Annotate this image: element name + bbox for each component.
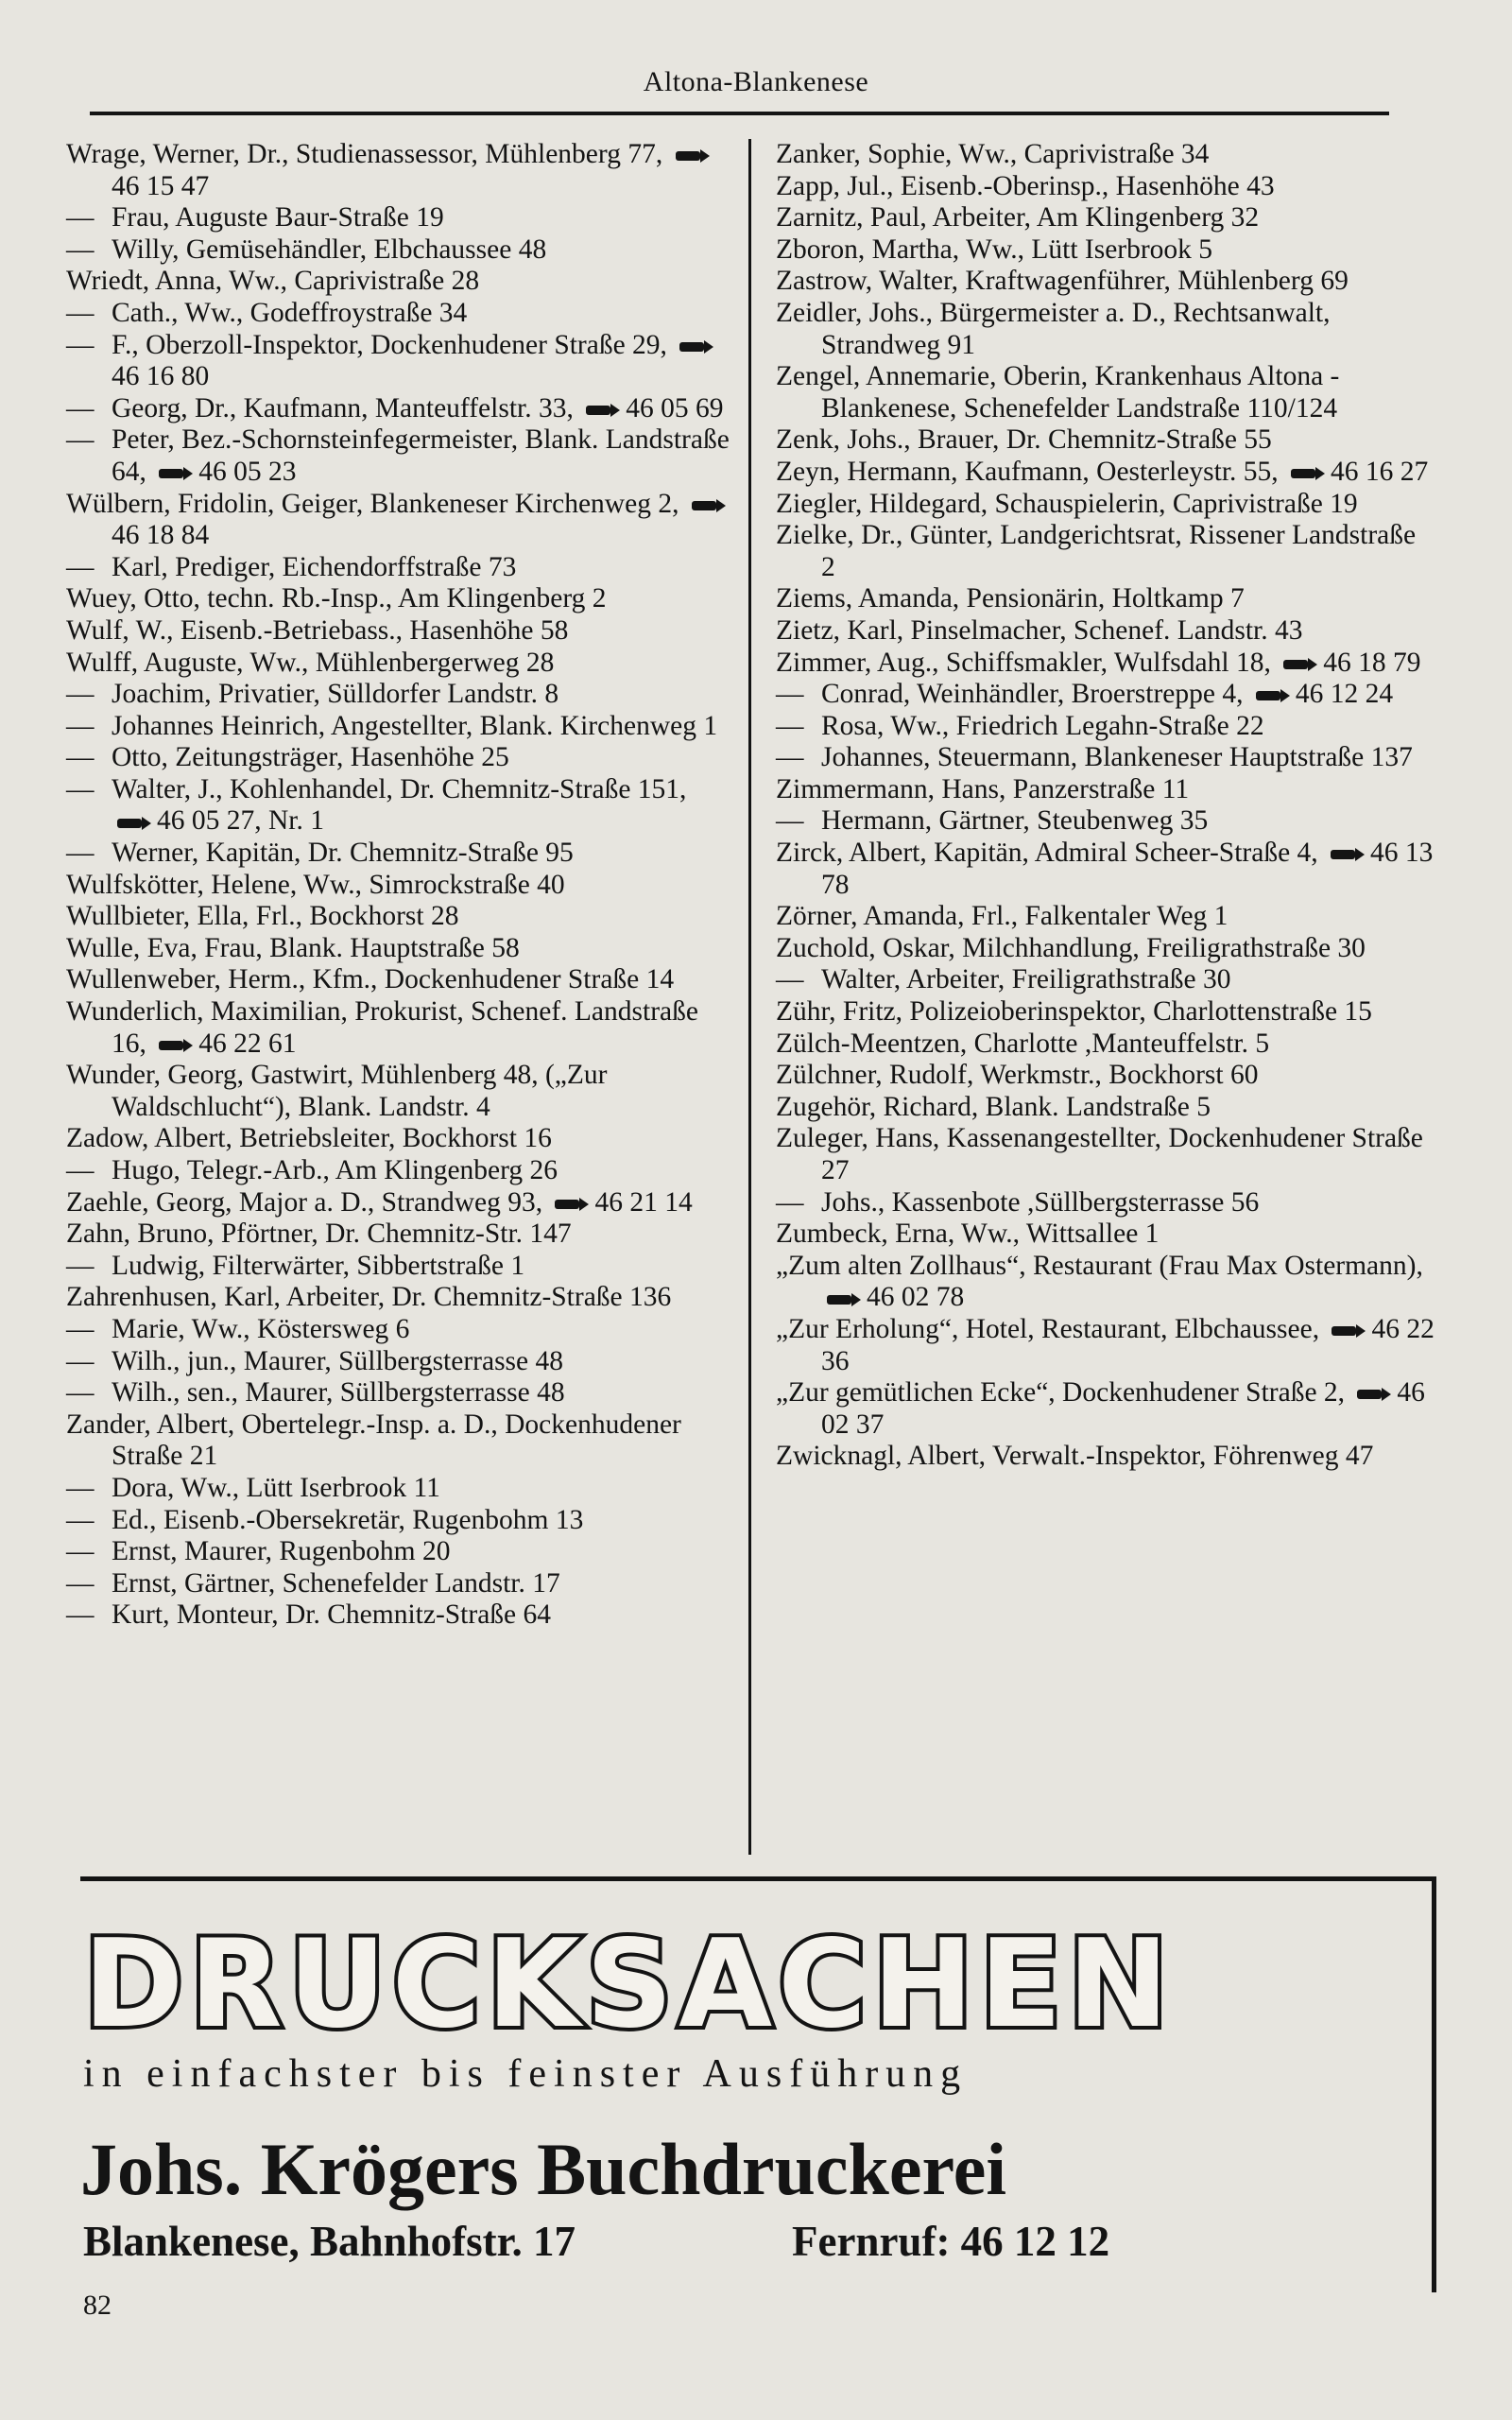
directory-entry (66, 1536, 737, 1568)
entry-text: Wunderlich, Maximilian, Prokurist, Schenef. Landstraße 16, (66, 996, 698, 1059)
directory-entry (66, 330, 737, 393)
directory-entry (776, 901, 1436, 933)
entry-text: Peter, Bez.-Schornsteinfegermeister, Blank. Landstraße 64, (112, 424, 730, 487)
entry-text: Zühr, Fritz, Polizeioberinspektor, Charlottenstraße 15 (776, 996, 1372, 1028)
continuation-dash: — (776, 964, 804, 995)
entry-phone-number: 46 12 24 (1295, 679, 1394, 710)
entry-text: „Zur Erholung“, Hotel, Restaurant, Elbchaussee, (776, 1313, 1320, 1344)
continuation-dash: — (66, 1313, 94, 1344)
telephone-hand-icon (584, 403, 620, 418)
entry-phone-number: 46 02 78 (867, 1282, 965, 1313)
entry-text: Wullbieter, Ella, Frl., Bockhorst 28 (66, 901, 459, 932)
directory-entry (66, 679, 737, 711)
continuation-dash: — (66, 202, 94, 233)
entry-text: Wilh., sen., Maurer, Süllbergsterrasse 48 (112, 1377, 565, 1409)
entry-phone-number: 46 18 79 (1323, 647, 1421, 678)
entry-phone-number: 46 05 23 (198, 456, 297, 487)
directory-entry (776, 742, 1436, 774)
directory-entry (66, 298, 737, 330)
directory-entry (776, 711, 1436, 743)
directory-entry (776, 996, 1436, 1028)
left-column (66, 139, 751, 1855)
entry-text: Wulff, Auguste, Ww., Mühlenbergerweg 28 (66, 647, 555, 678)
entry-text: Zastrow, Walter, Kraftwagenführer, Mühlenberg 69 (776, 266, 1349, 297)
continuation-dash: — (776, 710, 804, 741)
directory-entry (66, 1473, 737, 1505)
directory-entry (66, 1187, 737, 1219)
entry-text: Zuchold, Oskar, Milchhandlung, Freiligrathstraße 30 (776, 932, 1366, 963)
directory-entry (66, 583, 737, 615)
continuation-dash: — (776, 1186, 804, 1218)
directory-entry (66, 774, 737, 838)
directory-entry (776, 805, 1436, 838)
continuation-dash: — (66, 1472, 94, 1503)
entry-phone-number: 46 16 80 (112, 361, 210, 392)
entry-text: Zanker, Sophie, Ww., Caprivistraße 34 (776, 139, 1210, 169)
entry-text: Marie, Ww., Köstersweg 6 (112, 1313, 410, 1344)
entry-text: „Zur gemütlichen Ecke“, Dockenhudener Straße 2, (776, 1377, 1346, 1409)
directory-entry (776, 234, 1436, 267)
entry-text: Cath., Ww., Godeffroystraße 34 (112, 297, 468, 328)
directory-entry (66, 1155, 737, 1187)
right-column (751, 139, 1436, 1855)
directory-entry (66, 489, 737, 552)
telephone-hand-icon (1330, 1323, 1366, 1339)
directory-entry (66, 393, 737, 425)
directory-entry (776, 202, 1436, 234)
entry-text: Ed., Eisenb.-Obersekretär, Rugenbohm 13 (112, 1504, 584, 1535)
entry-text: Dora, Ww., Lütt Iserbrook 11 (112, 1472, 440, 1503)
directory-entry (66, 266, 737, 298)
entry-text: Hermann, Gärtner, Steubenweg 35 (821, 805, 1209, 837)
entry-text: Wilh., jun., Maurer, Süllbergsterrasse 48 (112, 1345, 564, 1376)
entry-text: Zahn, Bruno, Pförtner, Dr. Chemnitz-Str. 147 (66, 1219, 572, 1250)
continuation-dash: — (776, 679, 804, 710)
telephone-hand-icon (1281, 657, 1317, 672)
entry-text: Ludwig, Filterwärter, Sibbertstraße 1 (112, 1250, 525, 1281)
directory-entry (776, 615, 1436, 648)
telephone-hand-icon (157, 1038, 193, 1053)
continuation-dash: — (66, 773, 94, 804)
entry-text: Ernst, Gärtner, Schenefelder Landstr. 17 (112, 1567, 560, 1599)
continuation-dash: — (66, 679, 94, 710)
continuation-dash: — (66, 710, 94, 741)
telephone-hand-icon (674, 148, 710, 164)
entry-phone-number: 46 15 47 (112, 170, 210, 201)
directory-entry (776, 1028, 1436, 1061)
directory-entry (776, 298, 1436, 361)
continuation-dash: — (66, 1567, 94, 1599)
telephone-hand-icon (678, 339, 713, 354)
telephone-hand-icon (1254, 688, 1290, 703)
advertisement-firm-name: Johs. Krögers Buchdruckerei (80, 2128, 1007, 2210)
entry-text: Johannes, Steuermann, Blankeneser Hauptstraße 137 (821, 742, 1413, 773)
advertisement-subline: in einfachster bis feinster Ausführung (83, 2052, 969, 2096)
entry-text: Zülchner, Rudolf, Werkmstr., Bockhorst 60 (776, 1060, 1259, 1091)
entry-text: Zeyn, Hermann, Kaufmann, Oesterleystr. 55, (776, 456, 1279, 487)
entry-text: Zander, Albert, Obertelegr.-Insp. a. D., Dockenhudener Straße 21 (66, 1409, 681, 1472)
directory-entry (66, 648, 737, 680)
page-header-title: Altona-Blankenese (643, 66, 869, 97)
entry-text: Joachim, Privatier, Sülldorfer Landstr. 8 (112, 679, 559, 710)
entry-text: Walter, Arbeiter, Freiligrathstraße 30 (821, 964, 1231, 995)
entry-phone-number: 46 13 78 (821, 838, 1434, 900)
advertisement-side-rule (1432, 1876, 1436, 2292)
directory-entry (66, 1251, 737, 1283)
directory-entry (66, 1505, 737, 1537)
directory-entry (776, 1187, 1436, 1219)
directory-entry (776, 1441, 1436, 1473)
advertisement-phone: Fernruf: 46 12 12 (792, 2218, 1110, 2265)
continuation-dash: — (66, 297, 94, 328)
directory-entry (776, 171, 1436, 203)
directory-entry (66, 996, 737, 1060)
directory-entry (66, 1123, 737, 1155)
continuation-dash: — (66, 742, 94, 773)
directory-entry (66, 711, 737, 743)
directory-entry (776, 964, 1436, 996)
directory-entry (66, 742, 737, 774)
directory-entry (66, 615, 737, 648)
directory-columns (66, 139, 1436, 1855)
entry-text: Zugehör, Richard, Blank. Landstraße 5 (776, 1091, 1211, 1122)
entry-text: Georg, Dr., Kaufmann, Manteuffelstr. 33, (112, 392, 574, 424)
entry-text: Zeidler, Johs., Bürgermeister a. D., Rechtsanwalt, Strandweg 91 (776, 297, 1331, 360)
directory-entry (776, 1060, 1436, 1092)
entry-text: Wrage, Werner, Dr., Studienassessor, Mühlenberg 77, (66, 139, 663, 169)
continuation-dash: — (66, 1155, 94, 1185)
telephone-hand-icon (690, 498, 726, 513)
entry-text: Johs., Kassenbote ,Süllbergsterrasse 56 (821, 1186, 1260, 1218)
entry-text: Zülch-Meentzen, Charlotte ,Manteuffelstr. 5 (776, 1028, 1270, 1059)
telephone-hand-icon (1289, 466, 1325, 481)
entry-text: Wulfskötter, Helene, Ww., Simrockstraße 40 (66, 869, 565, 900)
continuation-dash: — (66, 1250, 94, 1281)
directory-entry (66, 1568, 737, 1600)
directory-entry (776, 424, 1436, 457)
page-number: 82 (83, 2290, 112, 2321)
directory-entry (776, 489, 1436, 521)
entry-text: Zirck, Albert, Kapitän, Admiral Scheer-Straße 4, (776, 838, 1318, 869)
continuation-dash: — (776, 805, 804, 837)
entry-text: Wulf, W., Eisenb.-Betriebass., Hasenhöhe 58 (66, 614, 569, 646)
directory-entry (776, 679, 1436, 711)
directory-entry (776, 139, 1436, 171)
entry-phone-number: 46 16 27 (1331, 456, 1429, 487)
entry-text: Ziems, Amanda, Pensionärin, Holtkamp 7 (776, 583, 1245, 614)
entry-text: Werner, Kapitän, Dr. Chemnitz-Straße 95 (112, 838, 574, 869)
directory-entry (66, 1219, 737, 1251)
directory-entry (776, 1314, 1436, 1377)
entry-phone-number: 46 22 61 (198, 1028, 297, 1059)
continuation-dash: — (66, 329, 94, 360)
continuation-dash: — (66, 551, 94, 582)
directory-entry (776, 1219, 1436, 1251)
entry-phone-number: 46 22 36 (821, 1313, 1435, 1376)
entry-phone-number: 46 02 37 (821, 1377, 1425, 1440)
header-rule (90, 112, 1389, 115)
entry-text: Zadow, Albert, Betriebsleiter, Bockhorst 16 (66, 1123, 552, 1154)
directory-entry (776, 1377, 1436, 1441)
telephone-hand-icon (115, 816, 151, 831)
directory-entry (66, 838, 737, 870)
telephone-hand-icon (825, 1292, 861, 1307)
entry-phone-number: 46 05 27 (157, 805, 255, 837)
directory-entry (776, 583, 1436, 615)
entry-text: Wülbern, Fridolin, Geiger, Blankeneser Kirchenweg 2, (66, 488, 679, 519)
entry-text: Zumbeck, Erna, Ww., Wittsallee 1 (776, 1219, 1160, 1250)
continuation-dash: — (66, 838, 94, 869)
continuation-dash: — (66, 1377, 94, 1409)
entry-text: Wulle, Eva, Frau, Blank. Hauptstraße 58 (66, 932, 520, 963)
directory-entry (66, 870, 737, 902)
directory-entry (66, 933, 737, 965)
directory-entry (66, 1314, 737, 1346)
directory-entry (66, 964, 737, 996)
directory-entry (776, 266, 1436, 298)
directory-entry (66, 234, 737, 267)
continuation-dash: — (66, 392, 94, 424)
advertisement-address: Blankenese, Bahnhofstr. 17 (83, 2218, 576, 2265)
directory-entry (66, 1409, 737, 1473)
directory-entry (66, 1282, 737, 1314)
entry-text: Zboron, Martha, Ww., Lütt Iserbrook 5 (776, 233, 1213, 265)
entry-text: Walter, J., Kohlenhandel, Dr. Chemnitz-Straße 151, (112, 773, 687, 804)
entry-text: „Zum alten Zollhaus“, Restaurant (Frau Max Ostermann), (776, 1250, 1423, 1281)
entry-text: Rosa, Ww., Friedrich Legahn-Straße 22 (821, 710, 1264, 741)
continuation-dash: — (66, 1504, 94, 1535)
entry-text: Zwicknagl, Albert, Verwalt.-Inspektor, Föhrenweg 47 (776, 1441, 1374, 1472)
entry-text: Zahrenhusen, Karl, Arbeiter, Dr. Chemnitz-Straße 136 (66, 1282, 672, 1313)
entry-text: Ziegler, Hildegard, Schauspielerin, Caprivistraße 19 (776, 488, 1358, 519)
entry-phone-number: 46 05 69 (626, 392, 724, 424)
directory-entry (776, 457, 1436, 489)
continuation-dash: — (66, 1345, 94, 1376)
entry-text: F., Oberzoll-Inspektor, Dockenhudener Straße 29, (112, 329, 667, 360)
telephone-hand-icon (1355, 1387, 1391, 1402)
entry-text: Hugo, Telegr.-Arb., Am Klingenberg 26 (112, 1155, 558, 1185)
directory-entry (66, 1377, 737, 1409)
continuation-dash: — (66, 233, 94, 265)
entry-text: Conrad, Weinhändler, Broerstreppe 4, (821, 679, 1244, 710)
directory-entry (776, 933, 1436, 965)
entry-text: Otto, Zeitungsträger, Hasenhöhe 25 (112, 742, 509, 773)
directory-entry (66, 424, 737, 488)
entry-text: Zapp, Jul., Eisenb.-Oberinsp., Hasenhöhe 43 (776, 170, 1275, 201)
entry-text: Ernst, Maurer, Rugenbohm 20 (112, 1536, 451, 1567)
entry-text: Zimmermann, Hans, Panzerstraße 11 (776, 773, 1190, 804)
entry-text: Zuleger, Hans, Kassenangestellter, Dockenhudener Straße 27 (776, 1123, 1423, 1185)
entry-text: Zarnitz, Paul, Arbeiter, Am Klingenberg 32 (776, 202, 1260, 233)
entry-suffix: , Nr. 1 (254, 805, 324, 837)
directory-entry (66, 1599, 737, 1632)
entry-text: Wullenweber, Herm., Kfm., Dockenhudener Straße 14 (66, 964, 675, 995)
entry-text: Kurt, Monteur, Dr. Chemnitz-Straße 64 (112, 1599, 551, 1631)
entry-text: Karl, Prediger, Eichendorffstraße 73 (112, 551, 517, 582)
directory-entry (66, 202, 737, 234)
advertisement-headline: DRUCKSACHEN (83, 1914, 1175, 2055)
directory-entry (66, 901, 737, 933)
entry-text: Zietz, Karl, Pinselmacher, Schenef. Landstr. 43 (776, 614, 1303, 646)
entry-text: Wunder, Georg, Gastwirt, Mühlenberg 48, („Zur Waldschlucht“), Blank. Landstr. 4 (66, 1060, 608, 1122)
directory-entry (66, 1060, 737, 1123)
directory-entry (776, 648, 1436, 680)
entry-text: Johannes Heinrich, Angestellter, Blank. Kirchenweg 1 (112, 710, 718, 741)
continuation-dash: — (66, 1536, 94, 1567)
continuation-dash: — (66, 424, 94, 456)
directory-entry (776, 1123, 1436, 1186)
entry-text: Zaehle, Georg, Major a. D., Strandweg 93, (66, 1186, 543, 1218)
directory-entry (776, 520, 1436, 583)
telephone-hand-icon (553, 1197, 589, 1212)
directory-entry (776, 838, 1436, 901)
entry-phone-number: 46 18 84 (112, 520, 210, 551)
advertisement-top-rule (80, 1876, 1436, 1881)
directory-entry (776, 774, 1436, 806)
entry-text: Zenk, Johs., Brauer, Dr. Chemnitz-Straße 55 (776, 424, 1272, 456)
directory-entry (66, 139, 737, 202)
entry-text: Willy, Gemüsehändler, Elbchaussee 48 (112, 233, 547, 265)
entry-text: Frau, Auguste Baur-Straße 19 (112, 202, 444, 233)
directory-entry (66, 1346, 737, 1378)
telephone-hand-icon (157, 466, 193, 481)
entry-text: Zielke, Dr., Günter, Landgerichtsrat, Rissener Landstraße 2 (776, 520, 1417, 582)
telephone-hand-icon (1329, 847, 1365, 862)
continuation-dash: — (776, 742, 804, 773)
entry-text: Zörner, Amanda, Frl., Falkentaler Weg 1 (776, 901, 1228, 932)
directory-entry (776, 361, 1436, 424)
directory-entry (776, 1092, 1436, 1124)
entry-text: Wuey, Otto, techn. Rb.-Insp., Am Klingenberg 2 (66, 583, 607, 614)
entry-text: Wriedt, Anna, Ww., Caprivistraße 28 (66, 266, 480, 297)
entry-phone-number: 46 21 14 (594, 1186, 693, 1218)
continuation-dash: — (66, 1599, 94, 1631)
directory-entry (66, 552, 737, 584)
directory-entry (776, 1251, 1436, 1314)
entry-text: Zimmer, Aug., Schiffsmakler, Wulfsdahl 18, (776, 647, 1271, 678)
entry-text: Zengel, Annemarie, Oberin, Krankenhaus Altona - Blankenese, Schenefelder Landstraße 110/124 (776, 361, 1340, 424)
